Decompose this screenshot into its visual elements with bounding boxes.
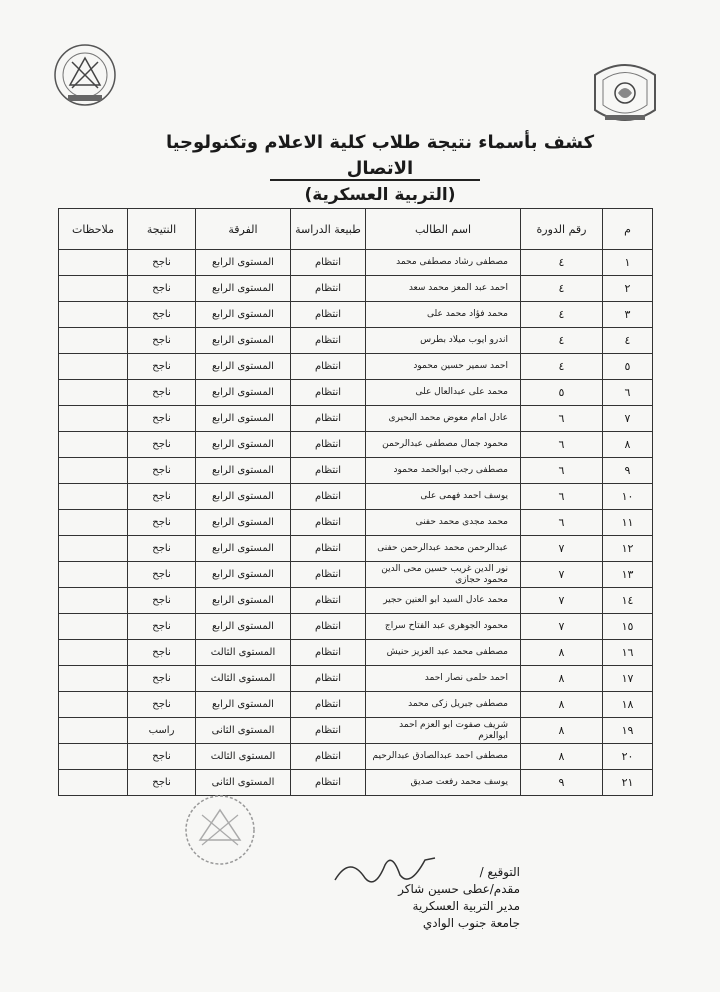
cell-level: المستوى الرابع (196, 510, 291, 536)
cell-study: انتظام (291, 510, 366, 536)
cell-course: ٦ (521, 406, 603, 432)
table-row (59, 302, 653, 328)
table-row (59, 718, 653, 744)
header-result: النتيجة (128, 209, 196, 250)
cell-level: المستوى الرابع (196, 536, 291, 562)
table-row (59, 328, 653, 354)
cell-name: مصطفى رشاد مصطفى محمد (366, 250, 521, 276)
cell-level: المستوى الثانى (196, 718, 291, 744)
cell-name: يوسف محمد رفعت صديق (366, 770, 521, 796)
cell-name: احمد سمير حسين محمود (366, 354, 521, 380)
cell-num: ٥ (603, 354, 653, 380)
cell-name: مصطفى رجب ابوالحمد محمود (366, 458, 521, 484)
cell-study: انتظام (291, 302, 366, 328)
cell-study: انتظام (291, 406, 366, 432)
table-row (59, 666, 653, 692)
cell-notes (59, 432, 128, 458)
cell-course: ٧ (521, 536, 603, 562)
cell-name: عبدالرحمن محمد عبدالرحمن حفنى (366, 536, 521, 562)
cell-level: المستوى الرابع (196, 354, 291, 380)
table-row (59, 588, 653, 614)
cell-study: انتظام (291, 588, 366, 614)
table-row (59, 744, 653, 770)
table-row (59, 484, 653, 510)
header-level: الفرقة (196, 209, 291, 250)
cell-name: مصطفى احمد عبدالصادق عبدالرحيم (366, 744, 521, 770)
cell-num: ١٥ (603, 614, 653, 640)
cell-level: المستوى الثالث (196, 640, 291, 666)
cell-course: ٨ (521, 666, 603, 692)
cell-course: ٤ (521, 354, 603, 380)
cell-name: محمد مجدى محمد حفنى (366, 510, 521, 536)
university-logo (585, 55, 665, 130)
cell-result: ناجح (128, 640, 196, 666)
cell-course: ٨ (521, 718, 603, 744)
cell-course: ٦ (521, 458, 603, 484)
table-row (59, 614, 653, 640)
cell-study: انتظام (291, 250, 366, 276)
cell-study: انتظام (291, 328, 366, 354)
cell-level: المستوى الرابع (196, 406, 291, 432)
table-row (59, 692, 653, 718)
cell-num: ١ (603, 250, 653, 276)
cell-result: ناجح (128, 458, 196, 484)
cell-notes (59, 276, 128, 302)
cell-result: ناجح (128, 380, 196, 406)
cell-name: شريف صفوت ابو العزم احمد ابوالعزم (366, 718, 521, 744)
cell-course: ٤ (521, 328, 603, 354)
cell-name: محمد عادل السيد ابو العنين حجير (366, 588, 521, 614)
header-course: رقم الدورة (521, 209, 603, 250)
cell-course: ٧ (521, 588, 603, 614)
cell-name: اندرو ايوب ميلاد بطرس (366, 328, 521, 354)
cell-study: انتظام (291, 380, 366, 406)
cell-result: ناجح (128, 276, 196, 302)
cell-notes (59, 666, 128, 692)
table-row (59, 562, 653, 588)
cell-study: انتظام (291, 666, 366, 692)
cell-study: انتظام (291, 432, 366, 458)
cell-notes (59, 406, 128, 432)
cell-notes (59, 536, 128, 562)
cell-course: ٤ (521, 302, 603, 328)
cell-result: ناجح (128, 536, 196, 562)
table-row (59, 640, 653, 666)
cell-level: المستوى الثانى (196, 770, 291, 796)
cell-result: ناجح (128, 562, 196, 588)
cell-course: ٤ (521, 276, 603, 302)
cell-name: عادل امام معوض محمد البحيرى (366, 406, 521, 432)
cell-num: ١٦ (603, 640, 653, 666)
cell-result: ناجح (128, 614, 196, 640)
cell-result: راسب (128, 718, 196, 744)
cell-course: ٩ (521, 770, 603, 796)
cell-num: ١٤ (603, 588, 653, 614)
cell-name: محمود جمال مصطفى عبدالرحمن (366, 432, 521, 458)
cell-course: ٦ (521, 510, 603, 536)
cell-level: المستوى الرابع (196, 302, 291, 328)
table-row (59, 380, 653, 406)
cell-num: ١٣ (603, 562, 653, 588)
cell-study: انتظام (291, 770, 366, 796)
cell-name: يوسف احمد فهمى على (366, 484, 521, 510)
title-subtitle: (التربية العسكرية) (304, 185, 456, 205)
cell-result: ناجح (128, 744, 196, 770)
cell-result: ناجح (128, 302, 196, 328)
table-header-row (59, 209, 653, 250)
cell-level: المستوى الرابع (196, 250, 291, 276)
title-underline (270, 179, 480, 181)
cell-course: ٨ (521, 744, 603, 770)
cell-notes (59, 588, 128, 614)
cell-level: المستوى الرابع (196, 328, 291, 354)
cell-result: ناجح (128, 328, 196, 354)
signature-block (250, 864, 520, 932)
cell-num: ٢١ (603, 770, 653, 796)
cell-result: ناجح (128, 510, 196, 536)
cell-num: ١٠ (603, 484, 653, 510)
cell-course: ٦ (521, 484, 603, 510)
cell-result: ناجح (128, 484, 196, 510)
cell-name: احمد حلمى نصار احمد (366, 666, 521, 692)
cell-name: محمود الجوهرى عبد الفتاح سراج (366, 614, 521, 640)
cell-notes (59, 250, 128, 276)
cell-num: ١٩ (603, 718, 653, 744)
header-study: طبيعة الدراسة (291, 209, 366, 250)
table-row (59, 432, 653, 458)
cell-study: انتظام (291, 536, 366, 562)
cell-notes (59, 510, 128, 536)
cell-name: مصطفى جبريل زكى محمد (366, 692, 521, 718)
military-emblem-logo (50, 40, 120, 110)
cell-num: ٢٠ (603, 744, 653, 770)
cell-level: المستوى الرابع (196, 458, 291, 484)
cell-notes (59, 380, 128, 406)
cell-result: ناجح (128, 692, 196, 718)
cell-study: انتظام (291, 614, 366, 640)
table-row (59, 510, 653, 536)
cell-course: ٨ (521, 692, 603, 718)
table-row (59, 276, 653, 302)
signature-label: التوقيع / (479, 865, 520, 879)
cell-study: انتظام (291, 276, 366, 302)
header-notes: ملاحظات (59, 209, 128, 250)
cell-study: انتظام (291, 692, 366, 718)
table-row (59, 406, 653, 432)
cell-study: انتظام (291, 354, 366, 380)
cell-name: محمد على عبدالعال على (366, 380, 521, 406)
cell-notes (59, 562, 128, 588)
table-row (59, 458, 653, 484)
cell-course: ٨ (521, 640, 603, 666)
cell-level: المستوى الرابع (196, 432, 291, 458)
cell-course: ٥ (521, 380, 603, 406)
cell-study: انتظام (291, 718, 366, 744)
cell-num: ٧ (603, 406, 653, 432)
cell-notes (59, 640, 128, 666)
cell-course: ٧ (521, 562, 603, 588)
cell-result: ناجح (128, 588, 196, 614)
cell-num: ٣ (603, 302, 653, 328)
cell-notes (59, 770, 128, 796)
cell-study: انتظام (291, 744, 366, 770)
header-num: م (603, 209, 653, 250)
cell-level: المستوى الرابع (196, 692, 291, 718)
cell-notes (59, 354, 128, 380)
signature-name: مقدم/عطى حسين شاكر (398, 882, 520, 896)
cell-course: ٤ (521, 250, 603, 276)
cell-level: المستوى الرابع (196, 380, 291, 406)
cell-num: ٦ (603, 380, 653, 406)
header-name: اسم الطالب (366, 209, 521, 250)
cell-num: ٤ (603, 328, 653, 354)
cell-notes (59, 302, 128, 328)
cell-level: المستوى الرابع (196, 276, 291, 302)
cell-num: ١٢ (603, 536, 653, 562)
official-seal-stamp (170, 790, 270, 870)
cell-level: المستوى الرابع (196, 614, 291, 640)
cell-notes (59, 744, 128, 770)
table-row (59, 354, 653, 380)
cell-notes (59, 718, 128, 744)
cell-notes (59, 458, 128, 484)
cell-result: ناجح (128, 354, 196, 380)
cell-study: انتظام (291, 640, 366, 666)
cell-result: ناجح (128, 432, 196, 458)
table-row (59, 536, 653, 562)
cell-level: المستوى الرابع (196, 562, 291, 588)
cell-level: المستوى الثالث (196, 666, 291, 692)
cell-study: انتظام (291, 484, 366, 510)
document-title (150, 130, 610, 208)
cell-num: ١٨ (603, 692, 653, 718)
cell-level: المستوى الرابع (196, 588, 291, 614)
cell-course: ٦ (521, 432, 603, 458)
cell-level: المستوى الثالث (196, 744, 291, 770)
table-row (59, 770, 653, 796)
cell-study: انتظام (291, 458, 366, 484)
cell-name: نور الدين غريب حسين محى الدين محمود حجازى (366, 562, 521, 588)
cell-level: المستوى الرابع (196, 484, 291, 510)
cell-num: ٩ (603, 458, 653, 484)
table-row (59, 250, 653, 276)
cell-result: ناجح (128, 666, 196, 692)
cell-study: انتظام (291, 562, 366, 588)
title-main: كشف بأسماء نتيجة طلاب كلية الاعلام وتكنولوجيا الاتصال (165, 132, 595, 179)
cell-name: محمد فؤاد محمد على (366, 302, 521, 328)
cell-notes (59, 484, 128, 510)
signature-university: جامعة جنوب الوادي (422, 916, 520, 930)
signature-position: مدير التربية العسكرية (412, 899, 520, 913)
cell-name: مصطفى محمد عبد العزيز حنيش (366, 640, 521, 666)
cell-num: ١٧ (603, 666, 653, 692)
cell-num: ١١ (603, 510, 653, 536)
cell-result: ناجح (128, 250, 196, 276)
cell-num: ٢ (603, 276, 653, 302)
results-table (58, 208, 653, 796)
cell-notes (59, 614, 128, 640)
cell-course: ٧ (521, 614, 603, 640)
cell-notes (59, 328, 128, 354)
cell-result: ناجح (128, 406, 196, 432)
cell-num: ٨ (603, 432, 653, 458)
cell-name: احمد عبد المعز محمد سعد (366, 276, 521, 302)
cell-notes (59, 692, 128, 718)
cell-result: ناجح (128, 770, 196, 796)
table-body (59, 250, 653, 796)
